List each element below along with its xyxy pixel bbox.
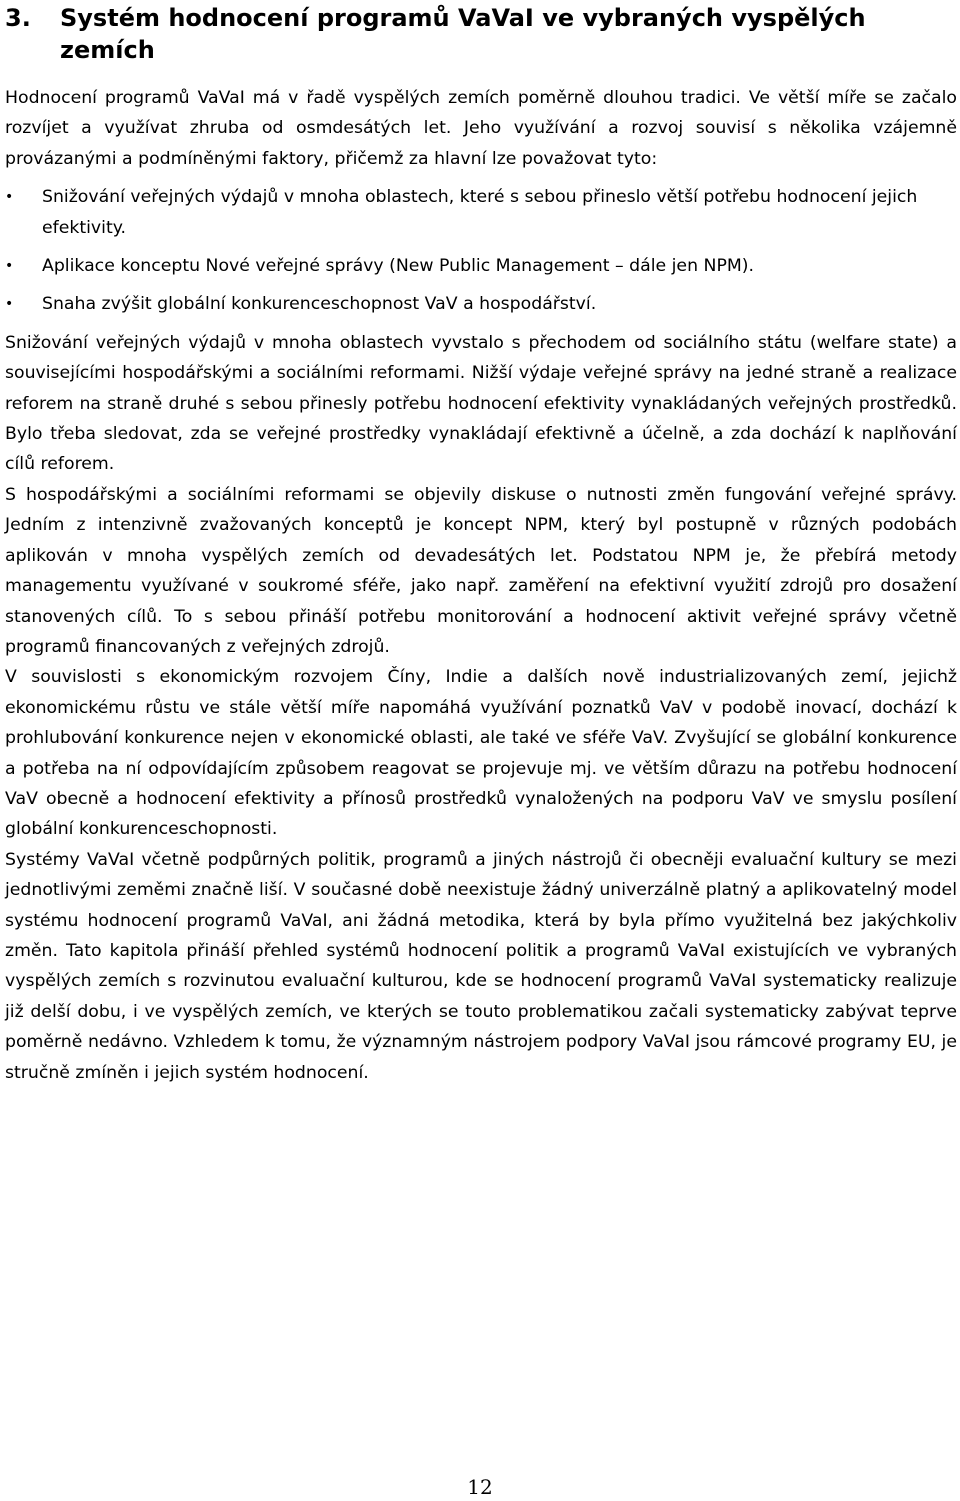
list-item — [5, 251, 957, 281]
list-item-text: Snaha zvýšit globální konkurenceschopnost VaV a hospodářství. — [42, 294, 597, 315]
document-page — [5, 0, 957, 1088]
section-heading — [5, 2, 957, 66]
list-item-text: Snižování veřejných výdajů v mnoha oblastech, které s sebou přineslo větší potřebu hodnocení jejich efektivity. — [42, 187, 918, 238]
list-item — [5, 289, 957, 319]
bullet-icon: • — [5, 296, 14, 313]
intro-paragraph: Hodnocení programů VaVaI má v řadě vyspělých zemích poměrně dlouhou tradici. Ve větší míře se začalo rozvíjet a využívat zhruba od osmdesátých let. Jeho využívání a rozvoj souvisí s několika vzájemně provázanými a podmíněnými faktory, přičemž za hlavní lze považovat tyto: — [5, 88, 957, 169]
page-number: 12 — [467, 1475, 493, 1499]
list-item-text: Aplikace konceptu Nové veřejné správy (New Public Management – dále jen NPM). — [42, 256, 755, 277]
factor-list — [5, 182, 957, 320]
paragraph-global-competition: V souvislosti s ekonomickým rozvojem Číny, Indie a dalších nově industrializovaných zemí, jejichž ekonomickému růstu ve stále větší míře napomáhá využívání poznatků VaV v podobě inovací, dochází k prohlubování konkurence nejen v ekonomické oblasti, ale také ve sféře VaV. Zvyšující se globální konkurence a potřeba na ní odpovídajícím způsobem reagovat se projevuje mj. ve větším důrazu na potřebu hodnocení VaV obecně a hodnocení efektivity a přínosů prostředků vynaložených na podporu VaV ve smyslu posílení globální konkurenceschopnosti. — [5, 667, 957, 840]
paragraph-public-spending: Snižování veřejných výdajů v mnoha oblastech vyvstalo s přechodem od sociálního státu (welfare state) a souvisejícími hospodářskými a sociálními reformami. Nižší výdaje veřejné správy na jedné straně a realizace reforem na straně druhé s sebou přinesly potřebu hodnocení efektivity vynakládaných veřejných prostředků. Bylo třeba sledovat, zda se veřejné prostředky vynakládají efektivně a účelně, a zda dochází k naplňování cílů reforem. — [5, 332, 957, 475]
list-item — [5, 182, 957, 243]
section-number: 3. — [5, 4, 31, 32]
paragraph-npm: S hospodářskými a sociálními reformami se objevily diskuse o nutnosti změn fungování veřejné správy. Jedním z intenzivně zvažovaných konceptů je koncept NPM, který byl postupně v různých podobách aplikován v mnoha vyspělých zemích od devadesátých let. Podstatou NPM je, že přebírá metody managementu využívané v soukromé sféře, jako např. zaměření na efektivní využití zdrojů pro dosažení stanovených cílů. To s sebou přináší potřebu monitorování a hodnocení aktivit veřejné správy včetně programů financovaných z veřejných zdrojů. — [5, 484, 957, 657]
bullet-icon: • — [5, 258, 14, 275]
paragraph-evaluation-systems: Systémy VaVaI včetně podpůrných politik, programů a jiných nástrojů či obecněji evaluační kultury se mezi jednotlivými zeměmi značně liší. V současné době neexistuje žádný univerzálně platný a aplikovatelný model systému hodnocení programů VaVaI, ani žádná metodika, která by byla přímo využitelná bez jakýchkoliv změn. Tato kapitola přináší přehled systémů hodnocení politik a programů VaVaI existujících ve vybraných vyspělých zemích s rozvinutou evaluační kulturou, kde se hodnocení programů VaVaI systematicky realizuje již delší dobu, i ve vyspělých zemích, ve kterých se touto problematikou začali systematicky zabývat teprve poměrně nedávno. Vzhledem k tomu, že významným nástrojem podpory VaVaI jsou rámcové programy EU, je stručně zmíněn i jejich systém hodnocení. — [5, 849, 957, 1083]
bullet-icon: • — [5, 189, 14, 206]
section-title: Systém hodnocení programů VaVaI ve vybraných vyspělých zemích — [60, 4, 866, 64]
